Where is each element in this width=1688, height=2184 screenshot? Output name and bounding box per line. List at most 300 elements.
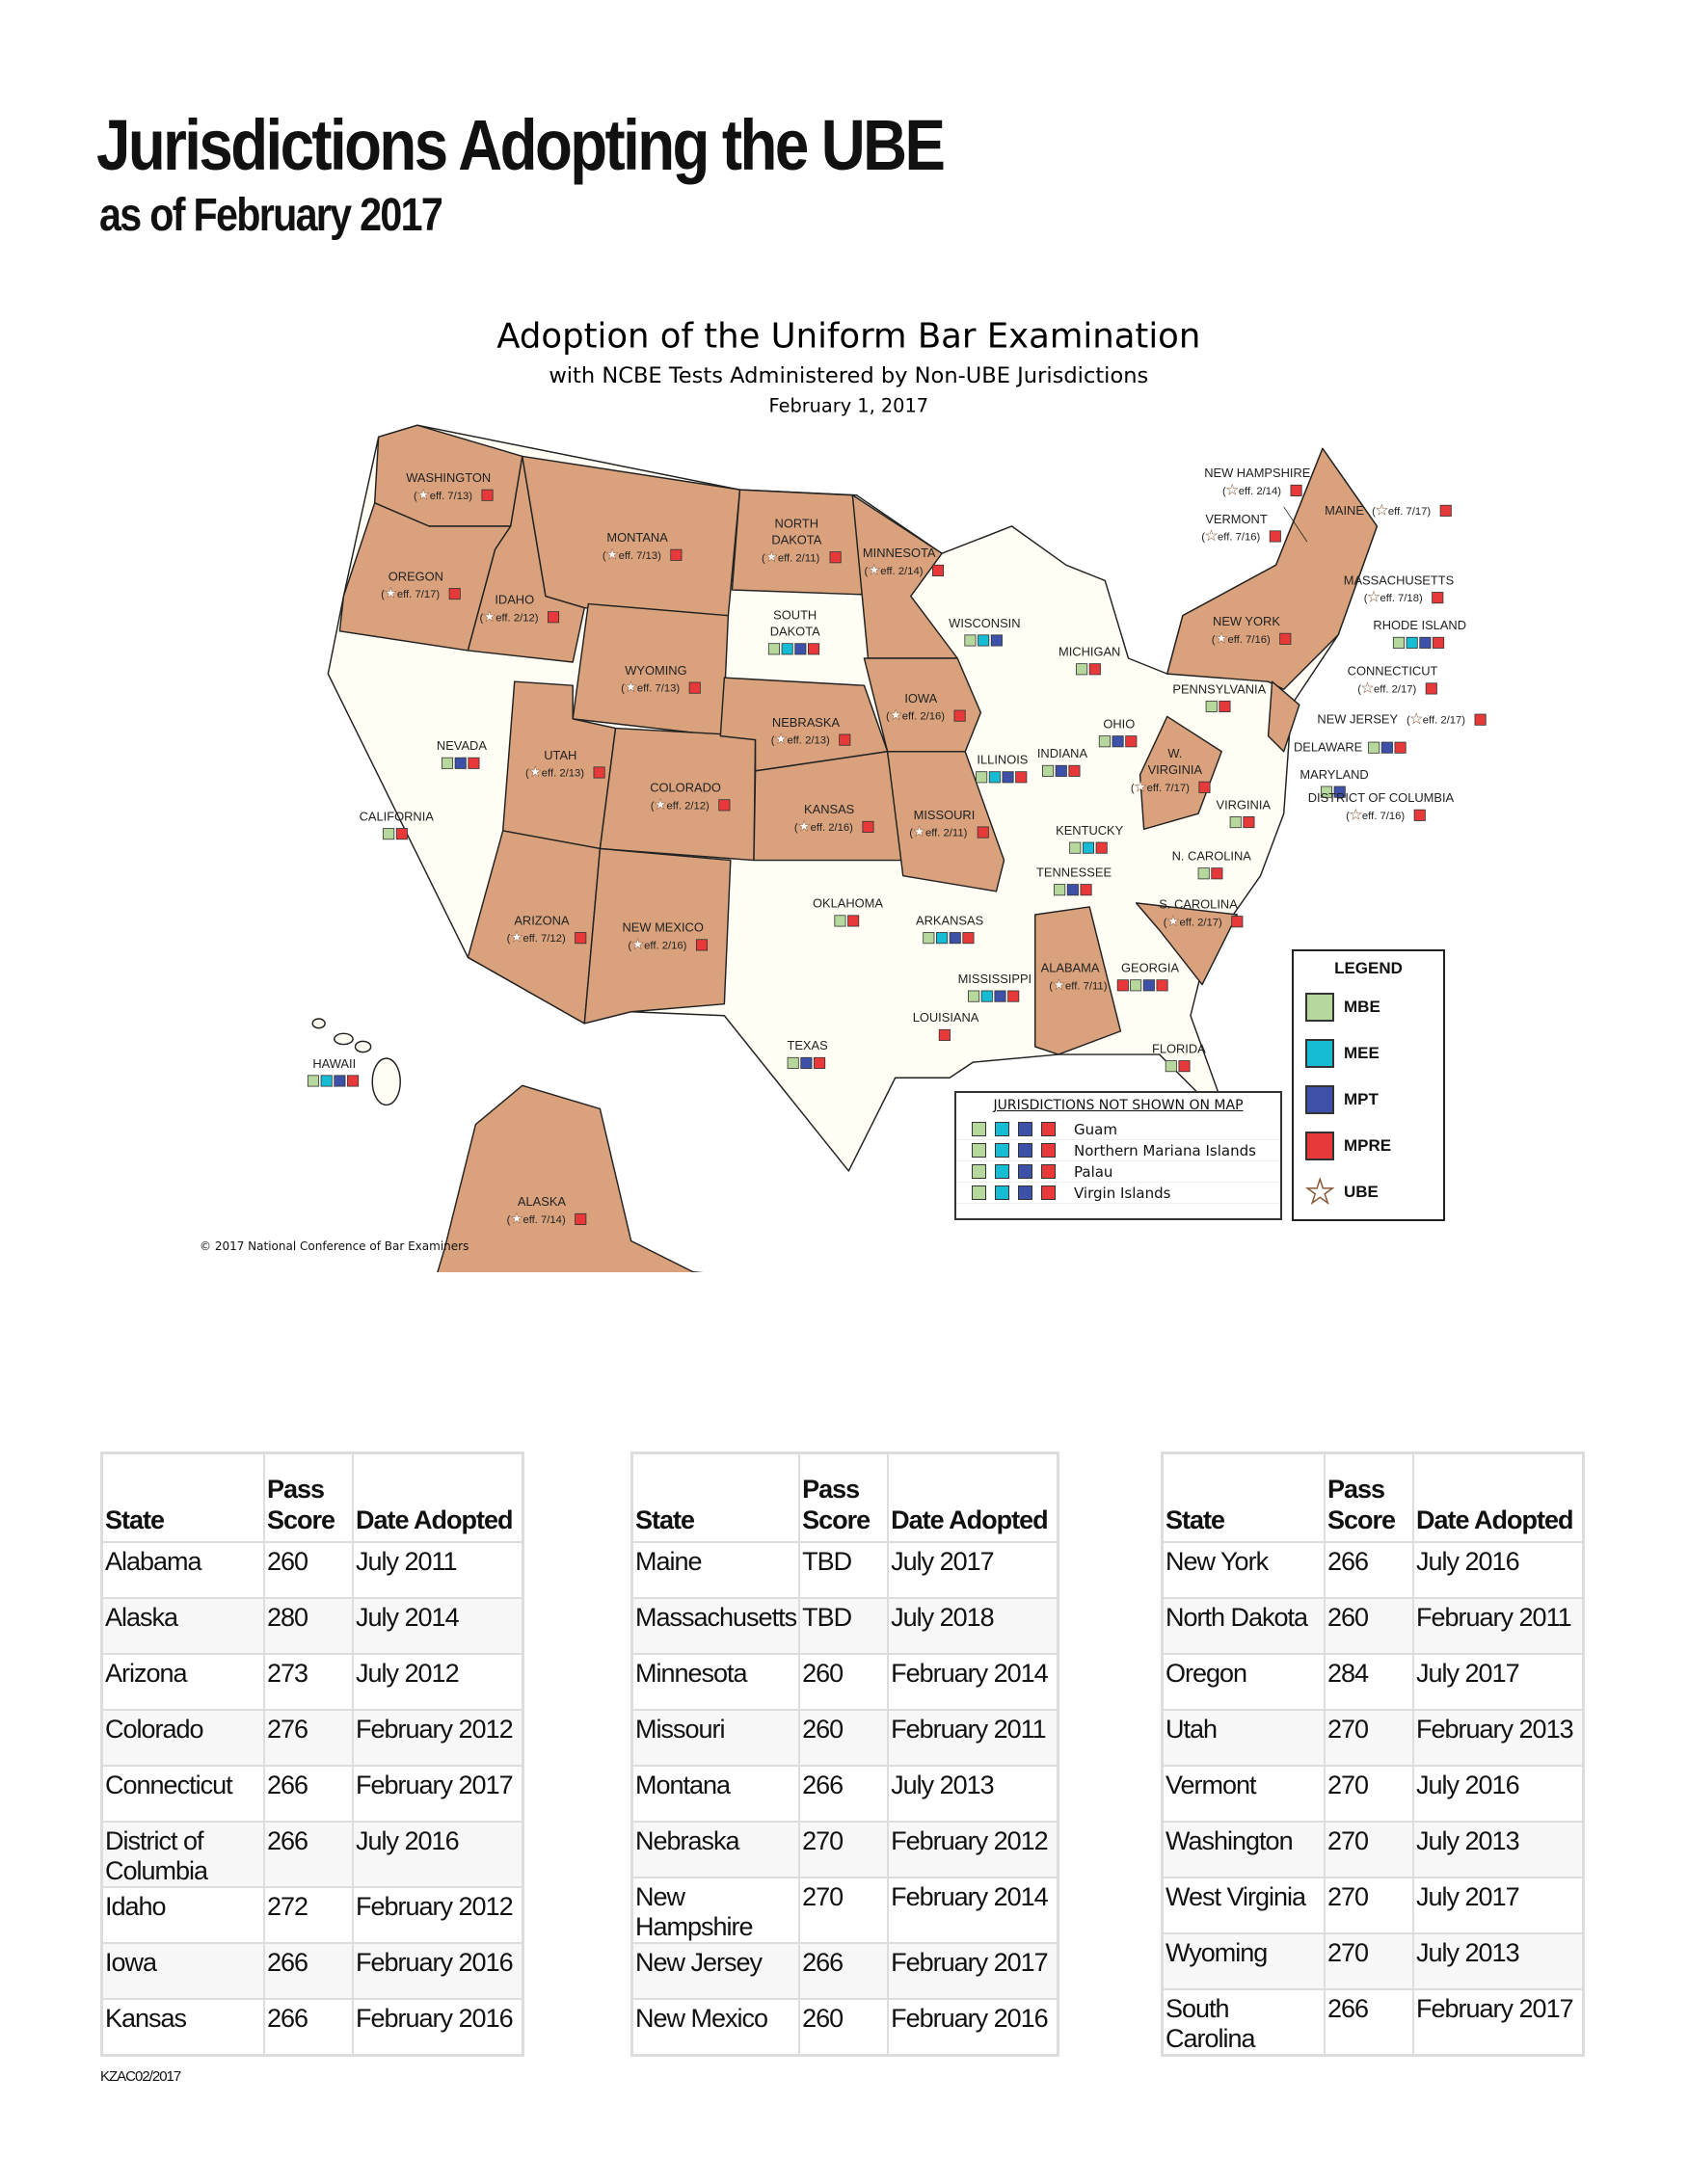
date-adopted-cell: July 2016	[1413, 1766, 1584, 1822]
state-cell: South Carolina	[1163, 1989, 1326, 2056]
test-marker-mpt	[1018, 1122, 1032, 1136]
test-marker-mpre	[1041, 1143, 1056, 1158]
state-name: CONNECTICUT	[1347, 663, 1438, 679]
state-name: MINNESOTA	[862, 546, 936, 561]
ube-star-icon: ★	[1349, 807, 1362, 823]
test-marker-mpre	[1244, 816, 1254, 827]
date-adopted-cell: July 2013	[888, 1766, 1058, 1822]
ube-table-1	[100, 1452, 524, 2057]
table-row	[632, 1766, 1058, 1822]
date-adopted-cell: July 2014	[353, 1598, 523, 1654]
date-adopted-cell: February 2016	[353, 1943, 523, 1999]
legend-swatch	[1305, 1085, 1334, 1114]
test-marker-mpre	[1117, 980, 1128, 991]
state-new-mexico	[584, 848, 731, 1023]
jurisdiction-name: Guam	[1074, 1120, 1117, 1138]
ube-effective-date: (★eff. 2/14)	[864, 562, 924, 578]
test-marker-mbe	[308, 1076, 318, 1086]
state-name: KANSAS	[804, 802, 855, 817]
state-name: ARKANSAS	[916, 913, 984, 928]
state-label-delaware	[1294, 740, 1406, 755]
pass-score-cell: 280	[264, 1598, 353, 1654]
state-name-line2: DAKOTA	[771, 532, 822, 547]
state-cell: District of Columbia	[102, 1822, 265, 1887]
ube-star-icon: ★	[1409, 711, 1423, 728]
not-shown-jurisdiction	[956, 1140, 1280, 1161]
table-row	[1163, 1989, 1584, 2056]
date-adopted-cell: July 2017	[1413, 1654, 1584, 1710]
state-name: VERMONT	[1205, 511, 1268, 526]
state-name: ILLINOIS	[977, 752, 1029, 767]
column-header: Date Adopted	[1413, 1453, 1584, 1543]
date-adopted-cell: July 2011	[353, 1542, 523, 1598]
legend-label: UBE	[1344, 1183, 1379, 1201]
test-marker-mpre	[1219, 701, 1230, 711]
state-cell: Oregon	[1163, 1654, 1326, 1710]
test-marker-mpt	[1420, 637, 1431, 648]
state-name: MASSACHUSETTS	[1343, 573, 1455, 588]
test-marker-mpre	[1440, 505, 1451, 516]
state-cell: Alabama	[102, 1542, 265, 1598]
state-cell: Nebraska	[632, 1822, 800, 1878]
test-marker-mpre	[1016, 772, 1027, 783]
pass-score-cell: TBD	[799, 1598, 888, 1654]
ube-effective-date: (★eff. 2/17)	[1407, 711, 1466, 728]
table-row	[102, 1999, 523, 2056]
table-row	[632, 1598, 1058, 1654]
state-name: DELAWARE	[1293, 739, 1363, 755]
test-marker-mpre	[1270, 531, 1280, 542]
pass-score-cell: 260	[264, 1542, 353, 1598]
state-name: FLORIDA	[1151, 1041, 1206, 1056]
test-marker-mpre	[1433, 592, 1443, 602]
pass-score-cell: 266	[1325, 1989, 1413, 2056]
table-row	[632, 1654, 1058, 1710]
ube-star-icon: ★	[1134, 779, 1147, 795]
test-marker-mpre	[863, 821, 873, 832]
ube-effective-date: (★eff. 7/16)	[1211, 630, 1271, 647]
footer-code: KZAC02/2017	[100, 2068, 181, 2085]
table-row	[632, 1943, 1058, 1999]
state-name: NEW JERSEY	[1317, 711, 1399, 727]
pass-score-cell: 266	[264, 1822, 353, 1887]
state-cell: Iowa	[102, 1943, 265, 1999]
pass-score-cell: 266	[264, 1766, 353, 1822]
test-marker-mbe	[768, 644, 779, 654]
test-marker-mpre	[1395, 742, 1406, 753]
state-cell: Missouri	[632, 1710, 800, 1766]
state-cell: Minnesota	[632, 1654, 800, 1710]
test-marker-mpre	[576, 933, 586, 944]
test-marker-mpre	[1041, 1164, 1056, 1179]
state-name: UTAH	[544, 747, 577, 762]
date-adopted-cell: February 2016	[353, 1999, 523, 2056]
test-marker-mpre	[808, 644, 818, 654]
ube-star-icon: ★	[764, 549, 778, 566]
test-marker-mpre	[396, 829, 407, 839]
state-name: ARIZONA	[514, 913, 570, 928]
ube-star-icon: ★	[1367, 590, 1380, 606]
test-marker-mbe	[1076, 664, 1086, 675]
test-marker-mpre	[696, 940, 707, 950]
pass-score-cell: 270	[1325, 1710, 1413, 1766]
state-name: TEXAS	[787, 1038, 828, 1053]
legend-label: MEE	[1344, 1044, 1380, 1062]
test-marker-mpre	[1179, 1061, 1190, 1072]
test-marker-mpt	[1112, 736, 1123, 747]
jurisdictions-not-shown-box	[954, 1091, 1282, 1220]
table-row	[102, 1710, 523, 1766]
state-label-new-jersey	[1317, 712, 1486, 728]
pass-score-cell: 272	[264, 1887, 353, 1943]
state-name: LOUISIANA	[912, 1010, 979, 1025]
test-marker-mpt	[991, 635, 1002, 646]
column-header: Pass Score	[264, 1453, 353, 1543]
test-marker-mpre	[1008, 991, 1019, 1001]
date-adopted-cell: February 2017	[1413, 1989, 1584, 2056]
state-name: OREGON	[388, 569, 443, 584]
table-row	[1163, 1933, 1584, 1989]
state-cell: Alaska	[102, 1598, 265, 1654]
test-marker-mbe	[1166, 1061, 1176, 1072]
test-marker-mpt	[335, 1076, 345, 1086]
state-name: ALASKA	[517, 1194, 567, 1210]
test-marker-mee	[321, 1076, 332, 1086]
legend	[1292, 949, 1445, 1221]
not-shown-jurisdiction	[956, 1119, 1280, 1140]
date-adopted-cell: July 2016	[353, 1822, 523, 1887]
test-marker-mpre	[1157, 980, 1167, 991]
legend-title: LEGEND	[1334, 959, 1403, 977]
state-cell: New York	[1163, 1542, 1326, 1598]
column-header: Pass Score	[1325, 1453, 1413, 1543]
test-marker-mbe	[788, 1057, 798, 1068]
test-marker-mbe	[977, 772, 987, 783]
map-title: Adoption of the Uniform Bar Examination	[496, 316, 1201, 357]
pass-score-cell: 273	[264, 1654, 353, 1710]
date-adopted-cell: February 2017	[888, 1943, 1058, 1999]
ube-effective-date: (★eff. 7/16)	[1201, 528, 1261, 545]
table-row	[102, 1766, 523, 1822]
date-adopted-cell: February 2013	[1413, 1710, 1584, 1766]
state-cell: Connecticut	[102, 1766, 265, 1822]
test-marker-mpt	[1067, 885, 1078, 895]
test-marker-mbe	[1099, 736, 1110, 747]
test-marker-mbe	[972, 1143, 986, 1158]
pass-score-cell: 266	[264, 1999, 353, 2056]
jurisdiction-name: Palau	[1074, 1162, 1113, 1181]
test-marker-mpre	[1041, 1185, 1056, 1200]
table-row	[102, 1654, 523, 1710]
state-name: W.	[1167, 746, 1183, 761]
state-name: INDIANA	[1036, 746, 1088, 761]
date-adopted-cell: July 2012	[353, 1654, 523, 1710]
legend-label: MBE	[1344, 998, 1380, 1016]
state-name: TENNESSEE	[1036, 865, 1112, 880]
ube-star-icon: ★	[1375, 502, 1388, 519]
state-name: VIRGINIA	[1216, 797, 1272, 812]
test-marker-mpre	[1199, 782, 1210, 792]
not-shown-jurisdiction	[956, 1161, 1280, 1183]
not-shown-title: JURISDICTIONS NOT SHOWN ON MAP	[993, 1098, 1244, 1113]
state-cell: Vermont	[1163, 1766, 1326, 1822]
ube-effective-date: (★eff. 7/16)	[1346, 807, 1406, 823]
state-label-massachusetts	[1344, 573, 1454, 605]
map-date: February 1, 2017	[768, 394, 929, 417]
test-marker-mpre	[347, 1076, 358, 1086]
ube-effective-date: (★eff. 2/12)	[479, 609, 539, 626]
date-adopted-cell: July 2017	[888, 1542, 1058, 1598]
state-name-line2: VIRGINIA	[1147, 762, 1203, 778]
state-new-york-new-england	[1167, 448, 1378, 689]
state-name: KENTUCKY	[1056, 822, 1124, 838]
pass-score-cell: 270	[1325, 1933, 1413, 1989]
date-adopted-cell: July 2018	[888, 1598, 1058, 1654]
table-row	[102, 1822, 523, 1887]
test-marker-mbe	[972, 1122, 986, 1136]
state-name: DISTRICT OF COLUMBIA	[1307, 790, 1455, 806]
ube-star-icon: ★	[416, 487, 430, 503]
ube-star-icon: ★	[1166, 914, 1180, 930]
ube-star-icon: ★	[1361, 680, 1375, 697]
date-adopted-cell: July 2013	[1413, 1933, 1584, 1989]
ube-star-icon: ★	[384, 586, 397, 602]
ube-effective-date: (★eff. 2/16)	[793, 818, 853, 835]
test-marker-mee	[1083, 842, 1093, 853]
legend-label: MPT	[1344, 1090, 1379, 1108]
table-row	[102, 1943, 523, 1999]
state-cell: New Mexico	[632, 1999, 800, 2056]
test-marker-mpt	[995, 991, 1005, 1001]
pass-score-cell: 276	[264, 1710, 353, 1766]
ube-effective-date: (★eff. 7/13)	[602, 546, 661, 563]
ube-effective-date: (★eff. 2/17)	[1163, 914, 1222, 930]
ube-effective-date: (★eff. 2/14)	[1222, 482, 1282, 498]
test-marker-mpre	[1096, 842, 1107, 853]
ube-star-icon: ★	[483, 609, 496, 626]
ube-effective-date: (★eff. 2/11)	[762, 549, 820, 566]
state-name: RHODE ISLAND	[1373, 618, 1467, 633]
test-marker-mbe	[1369, 742, 1380, 753]
state-name: NEW MEXICO	[622, 919, 704, 935]
test-marker-mpre	[932, 565, 943, 575]
ube-star-icon: ★	[1053, 977, 1066, 994]
ube-effective-date: (★eff. 2/17)	[1357, 680, 1417, 697]
state-label-hawaii	[308, 1056, 358, 1086]
date-adopted-cell: February 2014	[888, 1878, 1058, 1943]
state-label-vermont	[1201, 512, 1280, 545]
table-header	[632, 1453, 1058, 1543]
ube-star-icon: ★	[889, 707, 902, 724]
pass-score-cell: 270	[1325, 1822, 1413, 1878]
test-marker-mee	[1407, 637, 1417, 648]
test-marker-mpt	[1018, 1164, 1032, 1179]
state-name: MICHIGAN	[1058, 644, 1121, 659]
ube-star-icon: ★	[1215, 630, 1228, 647]
state-cell: Colorado	[102, 1710, 265, 1766]
test-marker-mpre	[671, 549, 682, 560]
state-name: IOWA	[904, 690, 938, 706]
date-adopted-cell: February 2011	[888, 1710, 1058, 1766]
test-marker-mpre	[954, 710, 965, 721]
pass-score-cell: 266	[264, 1943, 353, 1999]
test-marker-mpre	[848, 916, 859, 926]
state-alaska	[421, 1085, 779, 1272]
ube-star-icon: ★	[528, 764, 542, 781]
state-name: MONTANA	[606, 530, 668, 546]
ube-effective-date: (★eff. 2/12)	[650, 797, 710, 813]
ube-star-icon: ★	[624, 679, 637, 696]
test-marker-mpre	[1089, 664, 1100, 675]
ube-effective-date: (★eff. 2/13)	[770, 732, 830, 748]
ube-effective-date: (★eff. 7/14)	[506, 1211, 566, 1227]
column-header: Pass Score	[799, 1453, 888, 1543]
test-marker-mpre	[469, 758, 479, 768]
test-marker-mpre	[1433, 637, 1443, 648]
state-cell: Massachusetts	[632, 1598, 800, 1654]
date-adopted-cell: February 2016	[888, 1999, 1058, 2056]
page-subtitle: as of February 2017	[99, 190, 442, 241]
test-marker-mpt	[950, 933, 960, 944]
state-name: MAINE	[1325, 502, 1364, 518]
legend-swatch	[1305, 1039, 1334, 1068]
test-marker-mpt	[1018, 1185, 1032, 1200]
legend-swatch	[1305, 1132, 1334, 1160]
test-marker-mpt	[801, 1057, 812, 1068]
ube-star-icon: ★	[510, 930, 523, 946]
ube-star-icon: ★	[912, 824, 925, 840]
state-label-maine	[1325, 503, 1451, 519]
ube-table-3	[1161, 1452, 1585, 2057]
test-marker-mbe	[1055, 885, 1065, 895]
test-marker-mpre	[1081, 885, 1091, 895]
test-marker-mpre	[1280, 633, 1291, 644]
test-marker-mpre	[719, 800, 730, 811]
table-row	[632, 1999, 1058, 2056]
state-name: PENNSYLVANIA	[1172, 681, 1267, 697]
state-name: ALABAMA	[1040, 960, 1100, 975]
legend-swatch	[1305, 993, 1334, 1022]
state-name: SOUTH	[773, 607, 817, 623]
state-label-new-hampshire	[1204, 466, 1311, 498]
table-row	[632, 1822, 1058, 1878]
state-cell: Montana	[632, 1766, 800, 1822]
legend-item-mbe	[1294, 984, 1443, 1030]
test-marker-mpre	[963, 933, 974, 944]
table-row	[1163, 1542, 1584, 1598]
ube-effective-date: (★eff. 2/16)	[628, 937, 687, 953]
state-cell: Maine	[632, 1542, 800, 1598]
pass-score-cell: 284	[1325, 1654, 1413, 1710]
state-name: OKLAHOMA	[813, 895, 884, 911]
table-row	[1163, 1598, 1584, 1654]
test-marker-mee	[782, 644, 792, 654]
test-marker-mpre	[1414, 810, 1425, 820]
state-name: NORTH	[774, 516, 819, 531]
state-name: NEVADA	[436, 738, 487, 754]
test-marker-mbe	[1230, 816, 1241, 827]
test-marker-mpre	[1069, 765, 1080, 776]
ube-effective-date: (★eff. 2/11)	[909, 824, 968, 840]
ube-effective-date: (★eff. 7/17)	[1130, 779, 1190, 795]
ube-effective-date: (★eff. 7/17)	[1372, 502, 1432, 519]
ube-star-icon: ★	[1205, 528, 1219, 545]
pass-score-cell: 260	[799, 1710, 888, 1766]
date-adopted-cell: February 2012	[888, 1822, 1058, 1878]
test-marker-mpre	[1212, 868, 1222, 879]
ube-effective-date: (★eff. 7/12)	[506, 930, 566, 946]
pass-score-cell: 266	[799, 1766, 888, 1822]
state-name: CALIFORNIA	[359, 809, 434, 824]
test-marker-mpre	[1126, 736, 1137, 747]
test-marker-mpt	[1381, 742, 1392, 753]
table-row	[632, 1542, 1058, 1598]
test-marker-mee	[936, 933, 947, 944]
pass-score-cell: 260	[799, 1654, 888, 1710]
state-label-rhode-island	[1373, 618, 1466, 648]
ube-star-icon: ★	[654, 797, 667, 813]
test-marker-mbe	[384, 829, 394, 839]
legend-label: MPRE	[1344, 1136, 1392, 1155]
date-adopted-cell: February 2011	[1413, 1598, 1584, 1654]
test-marker-mee	[995, 1143, 1009, 1158]
test-marker-mpre	[1426, 683, 1436, 694]
ube-star-icon: ★	[774, 732, 788, 748]
ube-star-icon: ★	[1305, 1174, 1335, 1211]
state-name: N. CAROLINA	[1171, 848, 1251, 864]
test-marker-mee	[995, 1122, 1009, 1136]
state-label-district-of-columbia	[1308, 790, 1455, 823]
test-marker-mbe	[442, 758, 452, 768]
column-header: State	[102, 1453, 265, 1543]
ube-star-icon: ★	[631, 937, 645, 953]
column-header: State	[632, 1453, 800, 1543]
test-marker-mpre	[1232, 917, 1243, 927]
ube-star-icon: ★	[510, 1211, 523, 1227]
date-adopted-cell: February 2017	[353, 1766, 523, 1822]
state-name: MARYLAND	[1299, 766, 1369, 782]
pass-score-cell: 270	[1325, 1878, 1413, 1933]
jurisdiction-name: Virgin Islands	[1074, 1184, 1171, 1202]
date-adopted-cell: July 2017	[1413, 1878, 1584, 1933]
test-marker-mpre	[840, 734, 850, 745]
test-marker-mpt	[1003, 772, 1013, 783]
test-marker-mee	[981, 991, 992, 1001]
ube-star-icon: ★	[797, 818, 811, 835]
ube-star-icon: ★	[605, 546, 619, 563]
test-marker-mpre	[449, 588, 460, 599]
test-marker-mbe	[1198, 868, 1209, 879]
state-name: WYOMING	[625, 662, 687, 678]
table-row	[632, 1878, 1058, 1943]
column-header: Date Adopted	[888, 1453, 1058, 1543]
date-adopted-cell: February 2012	[353, 1887, 523, 1943]
test-marker-mbe	[924, 933, 934, 944]
test-marker-mbe	[1070, 842, 1081, 853]
ube-effective-date: (★eff. 2/16)	[886, 707, 946, 724]
test-marker-mbe	[1130, 980, 1140, 991]
state-name-line2: DAKOTA	[769, 624, 820, 639]
state-name: GEORGIA	[1120, 960, 1180, 975]
table-row	[1163, 1654, 1584, 1710]
state-name: S. CAROLINA	[1159, 896, 1238, 912]
state-cell: West Virginia	[1163, 1878, 1326, 1933]
state-name: WISCONSIN	[949, 615, 1021, 630]
date-adopted-cell: July 2013	[1413, 1822, 1584, 1878]
test-marker-mbe	[1042, 765, 1053, 776]
table-row	[1163, 1878, 1584, 1933]
state-name: COLORADO	[650, 780, 721, 795]
